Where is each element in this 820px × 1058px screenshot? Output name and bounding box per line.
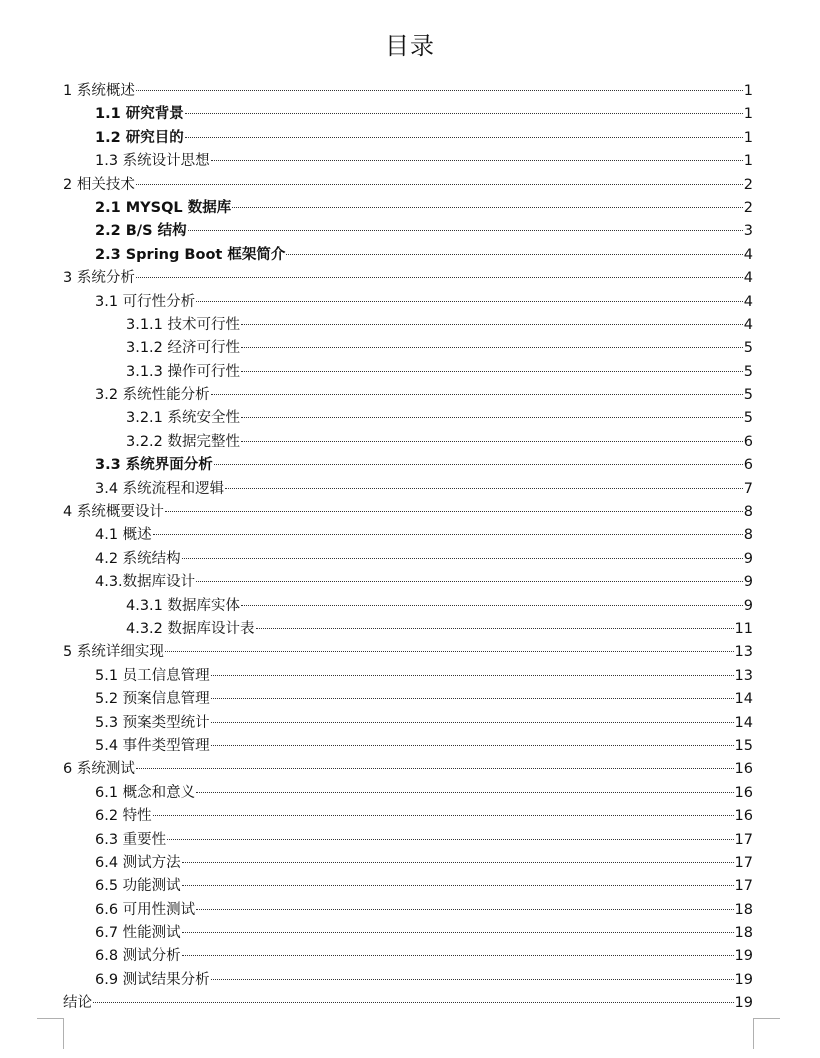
toc-entry[interactable] — [63, 174, 753, 197]
toc-entry[interactable] — [63, 829, 753, 852]
toc-dot-leader — [241, 441, 743, 442]
toc-entry-title: 6.8 测试分析 — [95, 948, 181, 965]
toc-dot-leader — [211, 698, 734, 699]
toc-entry-title: 6.1 概念和意义 — [95, 784, 196, 801]
toc-entry[interactable] — [63, 291, 753, 314]
toc-dot-leader — [211, 979, 734, 980]
toc-entry-title: 5.2 预案信息管理 — [95, 691, 210, 708]
page-title: 目录 — [385, 32, 435, 60]
toc-entry-title: 1 系统概述 — [63, 83, 135, 99]
toc-entry[interactable] — [63, 361, 753, 384]
toc-entry-title: 3.2.1 系统安全性 — [126, 410, 241, 427]
toc-dot-leader — [241, 324, 743, 325]
toc-entry[interactable] — [63, 197, 753, 220]
toc-entry-page-number: 3 — [743, 223, 753, 240]
toc-entry-title: 3.1.2 经济可行性 — [126, 340, 241, 357]
toc-entry-page-number: 19 — [734, 948, 753, 965]
toc-entry-title: 6.4 测试方法 — [95, 854, 181, 871]
toc-entry-title: 6.2 特性 — [95, 808, 152, 825]
toc-entry-page-number: 14 — [734, 691, 753, 708]
toc-entry-title: 3.2.2 数据完整性 — [126, 433, 241, 450]
toc-entry-title: 4.3.2 数据库设计表 — [126, 620, 255, 637]
toc-entry-title: 3.4 系统流程和逻辑 — [95, 480, 225, 497]
toc-entry-page-number: 16 — [734, 808, 753, 825]
toc-entry-page-number: 6 — [743, 457, 753, 474]
toc-dot-leader — [211, 394, 743, 395]
toc-dot-leader — [211, 722, 734, 723]
toc-entry[interactable] — [63, 969, 753, 992]
toc-entry[interactable] — [63, 712, 753, 735]
toc-entry[interactable] — [63, 267, 753, 290]
toc-entry-page-number: 2 — [743, 199, 753, 216]
toc-dot-leader — [153, 534, 743, 535]
toc-entry[interactable] — [63, 992, 753, 1015]
toc-entry-page-number: 5 — [743, 410, 753, 427]
toc-entry-page-number: 8 — [743, 527, 753, 544]
toc-dot-leader — [185, 113, 743, 114]
toc-dot-leader — [165, 511, 743, 512]
toc-entry-title: 3 系统分析 — [63, 270, 135, 287]
toc-entry-page-number: 1 — [743, 153, 753, 170]
page-corner-mark-left — [37, 1018, 64, 1049]
toc-entry[interactable] — [63, 524, 753, 547]
toc-dot-leader — [256, 628, 734, 629]
toc-dot-leader — [225, 488, 743, 489]
toc-dot-leader — [214, 464, 743, 465]
toc-dot-leader — [196, 301, 743, 302]
toc-entry-title: 3.2 系统性能分析 — [95, 387, 210, 404]
toc-entry[interactable] — [63, 922, 753, 945]
toc-entry[interactable] — [63, 945, 753, 968]
toc-dot-leader — [182, 885, 734, 886]
toc-entry-title: 5.4 事件类型管理 — [95, 737, 210, 754]
toc-entry[interactable] — [63, 220, 753, 243]
toc-entry-title: 4.1 概述 — [95, 527, 152, 544]
toc-entry[interactable] — [63, 337, 753, 360]
toc-entry-page-number: 19 — [734, 971, 753, 988]
toc-entry-page-number: 15 — [734, 737, 753, 754]
toc-entry[interactable] — [63, 595, 753, 618]
toc-entry-page-number: 17 — [734, 831, 753, 848]
toc-dot-leader — [241, 605, 743, 606]
toc-entry-page-number: 14 — [734, 714, 753, 731]
toc-entry-page-number: 17 — [734, 878, 753, 895]
toc-entry-page-number: 16 — [734, 761, 753, 778]
toc-entry-title: 4.3.数据库设计 — [95, 574, 196, 591]
toc-entry-title: 3.1.1 技术可行性 — [126, 316, 241, 333]
toc-dot-leader — [167, 839, 733, 840]
toc-dot-leader — [241, 371, 743, 372]
toc-entry[interactable] — [63, 314, 753, 337]
toc-dot-leader — [196, 909, 733, 910]
toc-dot-leader — [286, 254, 742, 255]
toc-dot-leader — [211, 675, 734, 676]
toc-dot-leader — [196, 581, 743, 582]
toc-entry-page-number: 17 — [734, 854, 753, 871]
toc-entry[interactable] — [63, 665, 753, 688]
toc-dot-leader — [185, 137, 743, 138]
toc-entry-page-number: 1 — [743, 106, 753, 123]
toc-entry[interactable] — [63, 150, 753, 173]
page-corner-mark-right — [753, 1018, 780, 1049]
toc-entry[interactable] — [63, 875, 753, 898]
toc-entry-title: 4 系统概要设计 — [63, 504, 164, 521]
toc-entry-title: 6.3 重要性 — [95, 831, 167, 848]
toc-entry-title: 3.1 可行性分析 — [95, 293, 196, 310]
toc-dot-leader — [182, 558, 743, 559]
toc-entry[interactable] — [63, 852, 753, 875]
toc-entry-page-number: 7 — [743, 480, 753, 497]
toc-entry-title: 6.6 可用性测试 — [95, 901, 196, 918]
toc-entry-page-number: 5 — [743, 363, 753, 380]
toc-entry-page-number: 9 — [743, 550, 753, 567]
toc-entry-page-number: 11 — [734, 620, 753, 637]
toc-dot-leader — [241, 347, 743, 348]
toc-dot-leader — [182, 932, 734, 933]
toc-dot-leader — [165, 651, 734, 652]
toc-dot-leader — [196, 792, 733, 793]
toc-entry-page-number: 4 — [743, 293, 753, 310]
toc-entry-page-number: 19 — [734, 995, 753, 1012]
toc-entry-title: 2.2 B/S 结构 — [95, 223, 187, 240]
toc-entry-title: 3.1.3 操作可行性 — [126, 363, 241, 380]
toc-entry-page-number: 16 — [734, 784, 753, 801]
toc-entry-page-number: 9 — [743, 597, 753, 614]
toc-entry[interactable] — [63, 478, 753, 501]
toc-entry-page-number: 4 — [743, 270, 753, 287]
toc-entry[interactable] — [63, 454, 753, 477]
toc-entry-page-number: 6 — [743, 433, 753, 450]
toc-entry-page-number: 5 — [743, 340, 753, 357]
toc-entry-page-number: 4 — [743, 246, 753, 263]
toc-dot-leader — [211, 160, 743, 161]
toc-entry-title: 2 相关技术 — [63, 176, 135, 193]
toc-entry[interactable] — [63, 758, 753, 781]
toc-entry-page-number: 4 — [743, 316, 753, 333]
toc-entry-page-number: 8 — [743, 504, 753, 521]
toc-entry-title: 2.1 MYSQL 数据库 — [95, 199, 232, 216]
toc-dot-leader — [136, 90, 743, 91]
toc-entry-page-number: 1 — [743, 83, 753, 99]
toc-entry-title: 6.7 性能测试 — [95, 925, 181, 942]
toc-entry[interactable] — [63, 80, 753, 103]
toc-dot-leader — [182, 862, 734, 863]
toc-entry[interactable] — [63, 641, 753, 664]
toc-entry-title: 3.3 系统界面分析 — [95, 457, 213, 474]
toc-entry-title: 2.3 Spring Boot 框架简介 — [95, 246, 286, 263]
toc-entry-title: 6 系统测试 — [63, 761, 135, 778]
toc-entry-title: 1.1 研究背景 — [95, 106, 184, 123]
toc-entry-title: 5.1 员工信息管理 — [95, 667, 210, 684]
toc-entry-title: 结论 — [63, 995, 92, 1012]
toc-entry[interactable] — [63, 805, 753, 828]
toc-entry[interactable] — [63, 688, 753, 711]
toc-entry-page-number: 9 — [743, 574, 753, 591]
toc-entry[interactable] — [63, 384, 753, 407]
toc-dot-leader — [136, 277, 743, 278]
toc-entry[interactable] — [63, 407, 753, 430]
toc-entry[interactable] — [63, 127, 753, 150]
toc-entry-page-number: 5 — [743, 387, 753, 404]
toc-entry[interactable] — [63, 782, 753, 805]
toc-entry-page-number: 18 — [734, 901, 753, 918]
toc-entry-title: 4.2 系统结构 — [95, 550, 181, 567]
toc-entry-page-number: 2 — [743, 176, 753, 193]
toc-dot-leader — [232, 207, 743, 208]
toc-dot-leader — [136, 768, 734, 769]
toc-dot-leader — [153, 815, 734, 816]
toc-entry-title: 1.3 系统设计思想 — [95, 153, 210, 170]
toc-entry[interactable] — [63, 571, 753, 594]
toc-dot-leader — [93, 1002, 734, 1003]
toc-dot-leader — [182, 955, 734, 956]
toc-entry-title: 5.3 预案类型统计 — [95, 714, 210, 731]
toc-entry[interactable] — [63, 899, 753, 922]
toc-entry[interactable] — [63, 548, 753, 571]
toc-dot-leader — [241, 417, 743, 418]
toc-entry-title: 1.2 研究目的 — [95, 129, 184, 146]
toc-entry[interactable] — [63, 618, 753, 641]
toc-dot-leader — [188, 230, 743, 231]
toc-entry-title: 6.9 测试结果分析 — [95, 971, 210, 988]
toc-entry[interactable] — [63, 431, 753, 454]
toc-entry[interactable] — [63, 103, 753, 126]
toc-dot-leader — [136, 184, 743, 185]
toc-entry-title: 5 系统详细实现 — [63, 644, 164, 661]
toc-entry[interactable] — [63, 244, 753, 267]
toc-entry-page-number: 18 — [734, 925, 753, 942]
toc-entry-page-number: 1 — [743, 129, 753, 146]
toc-entry[interactable] — [63, 501, 753, 524]
table-of-contents — [63, 80, 753, 1016]
toc-dot-leader — [211, 745, 734, 746]
toc-entry-page-number: 13 — [734, 644, 753, 661]
toc-entry[interactable] — [63, 735, 753, 758]
toc-entry-page-number: 13 — [734, 667, 753, 684]
toc-entry-title: 4.3.1 数据库实体 — [126, 597, 241, 614]
toc-entry-title: 6.5 功能测试 — [95, 878, 181, 895]
